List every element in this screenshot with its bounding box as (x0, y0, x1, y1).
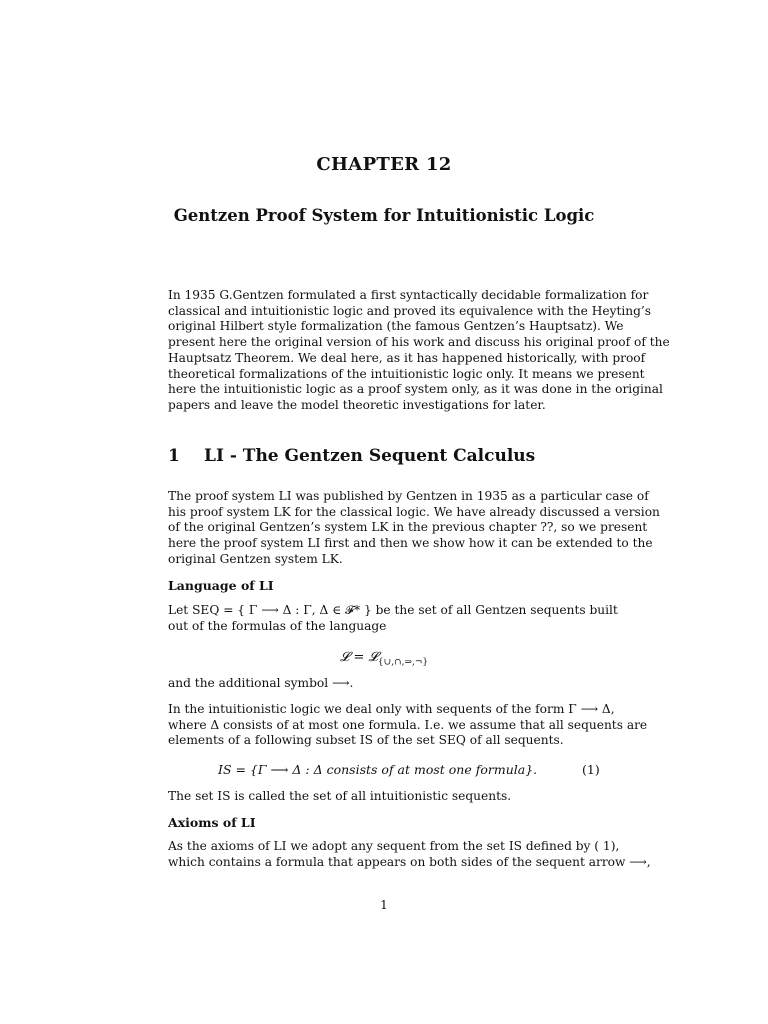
page-number: 1 (380, 898, 388, 912)
paragraph-line: out of the formulas of the language (168, 618, 387, 633)
language-equation (0, 650, 768, 668)
subheading-axioms: Axioms of LI (168, 815, 256, 830)
subheading-language: Language of LI (168, 578, 274, 593)
intro-line: here the intuitionistic logic as a proof system only, as it was done in the original (168, 382, 663, 397)
symbol-line (168, 676, 600, 692)
intro-line: present here the original version of his work and discuss his original proof of the (168, 335, 670, 350)
is-equation: IS = {Γ ⟶ Δ : Δ consists of at most one formula}. (218, 762, 538, 777)
paragraph-line: his proof system LK for the classical logic. We have already discussed a version (168, 504, 660, 519)
intro-line: original Hilbert style formalization (the famous Gentzen’s Hauptsatz). We (168, 319, 624, 334)
paragraph-line: elements of a following subset IS of the set SEQ of all sequents. (168, 733, 564, 748)
intro-paragraph (168, 288, 670, 414)
section-title: LI - The Gentzen Sequent Calculus (204, 446, 536, 466)
chapter-title: Gentzen Proof System for Intuitionistic Logic (173, 206, 595, 225)
paragraph-line: As the axioms of LI we adopt any sequent from the set IS defined by ( 1), (168, 839, 620, 853)
intro-line: Hauptsatz Theorem. We deal here, as it has happened historically, with proof (168, 350, 646, 365)
intro-line: classical and intuitionistic logic and proved its equivalence with the Heyting’s (168, 303, 652, 318)
paragraph-line: Let SEQ = { Γ ⟶ Δ : Γ, Δ ∈ 𝓕* } be the set of all Gentzen sequents built (168, 603, 618, 617)
equation-number: (1) (582, 762, 600, 777)
paragraph-line: here the proof system LI first and then we show how it can be extended to the (168, 536, 653, 551)
paragraph-line: In the intuitionistic logic we deal only with sequents of the form Γ ⟶ Δ, (168, 702, 615, 716)
paragraph-line: The set IS is called the set of all intuitionistic sequents. (168, 789, 512, 803)
intro-line: papers and leave the model theoretic investigations for later. (168, 397, 546, 412)
paragraph-line: which contains a formula that appears on both sides of the sequent arrow ⟶, (168, 854, 651, 869)
language-paragraph (168, 603, 618, 634)
paragraph-line: original Gentzen system LK. (168, 551, 343, 566)
paragraph-line: where Δ consists of at most one formula. I.e. we assume that all sequents are (168, 717, 648, 732)
equation-subscript: {∪,∩,⇒,¬} (377, 657, 429, 668)
intro-line: In 1935 G.Gentzen formulated a first syntactically decidable formalization for (168, 288, 649, 302)
axioms-paragraph (168, 839, 651, 870)
section-heading (168, 446, 535, 466)
paragraph-line: of the original Gentzen’s system LK in the previous chapter ??, so we present (168, 520, 648, 535)
chapter-label: CHAPTER 12 (316, 154, 452, 175)
equation-main: 𝓛 = 𝓛 (339, 650, 378, 665)
intro-line: theoretical formalizations of the intuitionistic logic only. It means we present (168, 366, 645, 381)
section-intro-paragraph (168, 489, 660, 568)
paragraph-line: The proof system LI was published by Gentzen in 1935 as a particular case of (168, 489, 649, 503)
is-definition-line (168, 789, 600, 805)
paragraph-line: and the additional symbol ⟶. (168, 676, 354, 690)
section-number: 1 (168, 446, 180, 466)
intuitionistic-paragraph (168, 702, 648, 749)
